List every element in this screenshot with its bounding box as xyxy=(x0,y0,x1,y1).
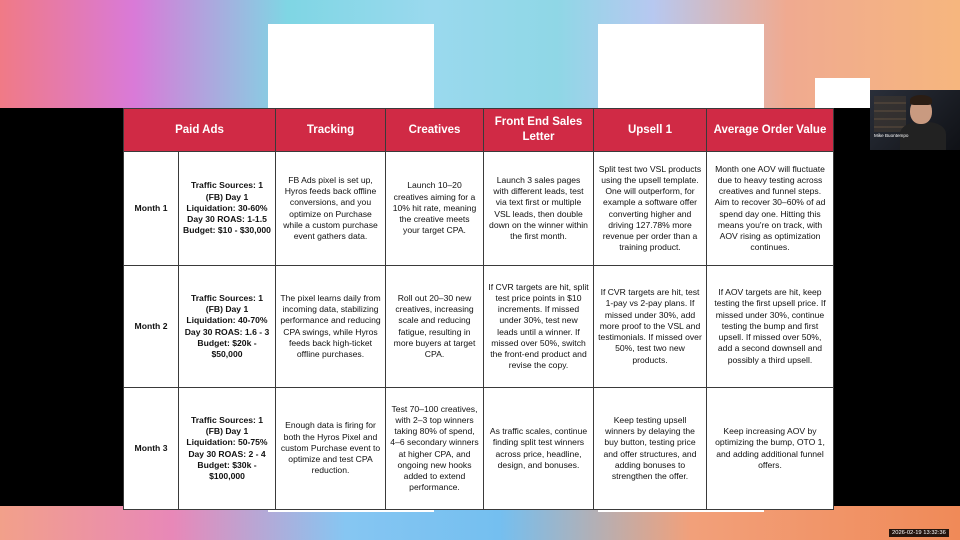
tracking-cell: FB Ads pixel is set up, Hyros feeds back offline conversions, and you optimize on Purchase while a custom purchase event gathers data. xyxy=(276,152,386,266)
background-bottom-strip xyxy=(0,506,960,540)
table-row xyxy=(124,266,834,388)
table-row xyxy=(124,388,834,510)
upsell-cell: Keep testing upsell winners by delaying the buy button, testing price and offer structures, and adding bonuses to strengthen the offer. xyxy=(594,388,707,510)
tracking-cell: Enough data is firing for both the Hyros Pixel and custom Purchase event to optimize and test CPA reduction. xyxy=(276,388,386,510)
sales-letter-cell: Launch 3 sales pages with different leads, test via text first or multiple VSL leads, then double down on the winner within the first month. xyxy=(484,152,594,266)
header-upsell-1: Upsell 1 xyxy=(594,109,707,152)
background-white-block xyxy=(815,78,870,108)
creatives-cell: Launch 10–20 creatives aiming for a 10% hit rate, meaning the creative meets your target CPA. xyxy=(386,152,484,266)
webcam-thumbnail[interactable] xyxy=(870,90,960,150)
creatives-cell: Test 70–100 creatives, with 2–3 top winners taking 80% of spend, 4–6 secondary winners at higher CPA, and ongoing new hooks added to extend performance. xyxy=(386,388,484,510)
month-label: Month 3 xyxy=(124,388,179,510)
table-row xyxy=(124,152,834,266)
background-white-block xyxy=(598,24,764,108)
header-row xyxy=(124,109,834,152)
paid-ads-cell: Traffic Sources: 1 (FB) Day 1 Liquidation: 50-75% Day 30 ROAS: 2 - 4 Budget: $30k - $100,000 xyxy=(179,388,276,510)
webcam-name-label: Mike Buontempo xyxy=(874,133,909,138)
header-average-order-value: Average Order Value xyxy=(707,109,834,152)
paid-ads-cell: Traffic Sources: 1 (FB) Day 1 Liquidation: 30-60% Day 30 ROAS: 1-1.5 Budget: $10 - $30,000 xyxy=(179,152,276,266)
header-tracking: Tracking xyxy=(276,109,386,152)
creatives-cell: Roll out 20–30 new creatives, increasing scale and reducing fatigue, resulting in more buyers at target CPA. xyxy=(386,266,484,388)
aov-cell: Keep increasing AOV by optimizing the bump, OTO 1, and adding additional funnel offers. xyxy=(707,388,834,510)
aov-cell: If AOV targets are hit, keep testing the first upsell price. If missed under 30%, continue testing the bump and first upsell. If missed over 50%, add a second downsell and possibly a third upsell. xyxy=(707,266,834,388)
month-label: Month 1 xyxy=(124,152,179,266)
sales-letter-cell: As traffic scales, continue finding split test winners across price, headline, design, and bonuses. xyxy=(484,388,594,510)
presenter-hair xyxy=(910,95,932,105)
sales-letter-cell: If CVR targets are hit, split test price points in $10 increments. If missed under 30%, test new leads until a winner. If missed over 50%, switch the front-end product and revise the copy. xyxy=(484,266,594,388)
header-creatives: Creatives xyxy=(386,109,484,152)
header-front-end-sales-letter: Front End Sales Letter xyxy=(484,109,594,152)
background-white-block xyxy=(268,24,434,108)
tracking-cell: The pixel learns daily from incoming data, stabilizing performance and reducing CPA swings, while Hyros feeds back high-ticket offline purchases. xyxy=(276,266,386,388)
paid-ads-cell: Traffic Sources: 1 (FB) Day 1 Liquidation: 40-70% Day 30 ROAS: 1.6 - 3 Budget: $20k - $50,000 xyxy=(179,266,276,388)
background-shelf xyxy=(874,96,906,132)
header-paid-ads: Paid Ads xyxy=(124,109,276,152)
aov-cell: Month one AOV will fluctuate due to heavy testing across creatives and funnel steps. Aim to recover 30–60% of ad spend day one. Hitting this means you're on track, with AOV rising as optimization continues. xyxy=(707,152,834,266)
month-label: Month 2 xyxy=(124,266,179,388)
recording-timestamp: 2026-02-19 13:32:36 xyxy=(889,529,949,537)
upsell-cell: Split test two VSL products using the upsell template. One will outperform, for example a software offer converting higher and driving 127.78% more revenue per order than a training product. xyxy=(594,152,707,266)
strategy-table xyxy=(123,108,834,510)
upsell-cell: If CVR targets are hit, test 1-pay vs 2-pay plans. If missed under 30%, add more proof to the VSL and testimonials. If missed over 50%, test two new products. xyxy=(594,266,707,388)
